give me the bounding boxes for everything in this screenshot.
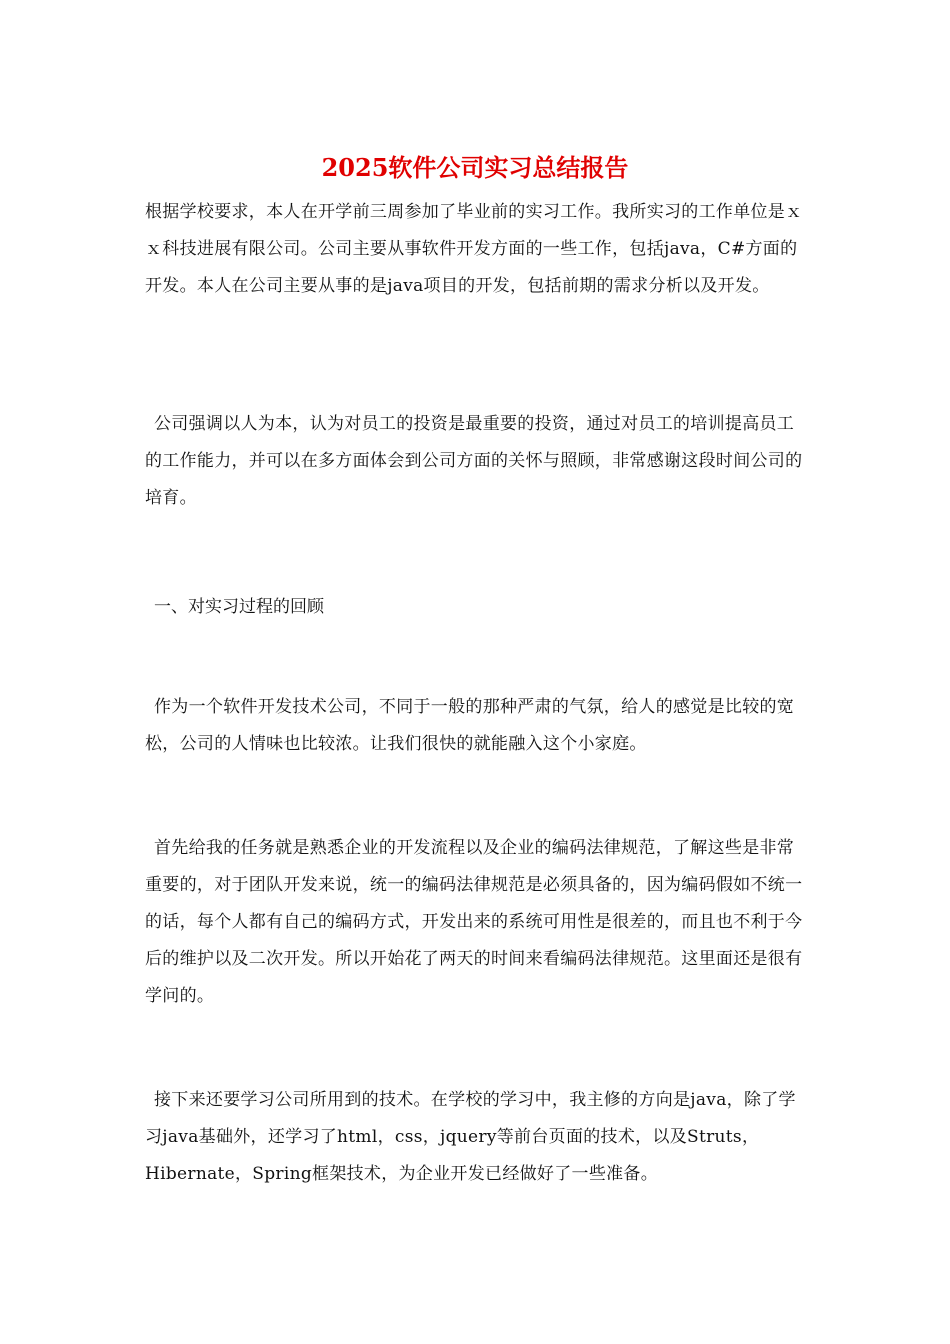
- section-heading-review: 一、对实习过程的回顾: [154, 597, 324, 617]
- paragraph-technologies: 接下来还要学习公司所用到的技术。在学校的学习中，我主修的方向是java，除了学习java基础外，还学习了html，css，jquery等前台页面的技术，以及Struts，Hibernate，Spring框架技术，为企业开发已经做好了一些准备。: [145, 1090, 796, 1184]
- paragraph-coding-standards: 首先给我的任务就是熟悉企业的开发流程以及企业的编码法律规范，了解这些是非常重要的，对于团队开发来说，统一的编码法律规范是必须具备的，因为编码假如不统一的话，每个人都有自己的编码方式，开发出来的系统可用性是很差的，而且也不利于今后的维护以及二次开发。所以开始花了两天的时间来看编码法律规范。这里面还是很有学问的。: [145, 838, 803, 1006]
- paragraph-intro: 根据学校要求，本人在开学前三周参加了毕业前的实习工作。我所实习的工作单位是ｘｘ科技进展有限公司。公司主要从事软件开发方面的一些工作，包括java，C#方面的开发。本人在公司主要从事的是java项目的开发，包括前期的需求分析以及开发。: [145, 202, 803, 296]
- document-title: 2025软件公司实习总结报告: [321, 153, 629, 182]
- paragraph-company-culture: 公司强调以人为本，认为对员工的投资是最重要的投资，通过对员工的培训提高员工的工作能力，并可以在多方面体会到公司方面的关怀与照顾，非常感谢这段时间公司的培育。: [145, 414, 803, 508]
- paragraph-atmosphere: 作为一个软件开发技术公司，不同于一般的那种严肃的气氛，给人的感觉是比较的宽松，公司的人情味也比较浓。让我们很快的就能融入这个小家庭。: [145, 697, 795, 754]
